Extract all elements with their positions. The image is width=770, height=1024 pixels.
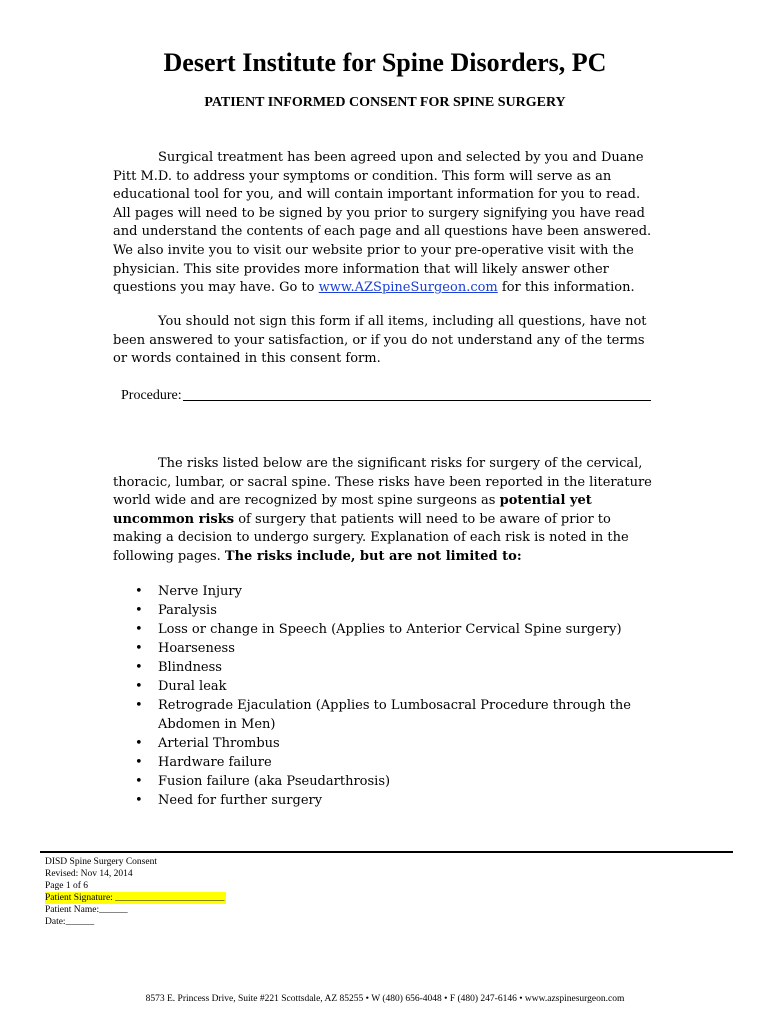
bullet-icon: • bbox=[135, 774, 143, 789]
risk-item-label: Hardware failure bbox=[158, 755, 272, 770]
date-field[interactable]: Date:______ bbox=[45, 917, 95, 927]
list-item bbox=[113, 639, 653, 658]
list-item bbox=[113, 753, 653, 772]
procedure-input-line[interactable] bbox=[183, 386, 651, 401]
bullet-icon: • bbox=[135, 793, 143, 808]
risk-item-label: Dural leak bbox=[158, 679, 227, 694]
revised-date: Revised: Nov 14, 2014 bbox=[45, 869, 133, 879]
bullet-icon: • bbox=[135, 641, 143, 656]
risk-item-label: Blindness bbox=[158, 660, 222, 675]
risk-item-label: Hoarseness bbox=[158, 641, 235, 656]
bullet-icon: • bbox=[135, 622, 143, 637]
list-item bbox=[113, 772, 653, 791]
footer-divider bbox=[40, 851, 733, 853]
risk-item-label: Need for further surgery bbox=[158, 793, 323, 808]
bullet-icon: • bbox=[135, 584, 143, 599]
list-item bbox=[113, 601, 653, 620]
risks-intro-cont: of surgery that patients will need to be aware of prior to making a decision to undergo surgery. Explanation of each risk is noted in the following pages. bbox=[113, 511, 629, 564]
risks-bold-closing: The risks include, but are not limited to: bbox=[224, 548, 522, 564]
risk-item-label: Paralysis bbox=[158, 603, 217, 618]
bullet-icon: • bbox=[135, 736, 143, 751]
list-item bbox=[113, 696, 653, 734]
risks-paragraph bbox=[113, 455, 653, 567]
list-item bbox=[113, 582, 653, 601]
risk-item-label: Loss or change in Speech (Applies to Anterior Cervical Spine surgery) bbox=[158, 622, 622, 637]
risk-list bbox=[113, 582, 653, 810]
list-item bbox=[113, 734, 653, 753]
patient-name-field[interactable]: Patient Name:______ bbox=[45, 905, 128, 915]
bullet-icon: • bbox=[135, 698, 143, 713]
bullet-icon: • bbox=[135, 755, 143, 770]
bullet-icon: • bbox=[135, 660, 143, 675]
procedure-field[interactable] bbox=[121, 386, 651, 404]
warning-paragraph: You should not sign this form if all items, including all questions, have not been answered to your satisfaction, or if you do not understand any of the terms or words contained in this consent form. bbox=[113, 314, 647, 367]
bullet-icon: • bbox=[135, 679, 143, 694]
list-item bbox=[113, 791, 653, 810]
organization-title: Desert Institute for Spine Disorders, PC bbox=[163, 48, 607, 77]
list-item bbox=[113, 677, 653, 696]
intro-text: Surgical treatment has been agreed upon and selected by you and Duane Pitt M.D. to address your symptoms or condition. This form will serve as an educational tool for you, and will contain important information for you to read. All pages will need to be signed by you prior to surgery signifying you have read and understand the contents of each page and all questions have been answered. We also invite you to visit our website prior to your pre-operative visit with the physician. This site provides more information that will likely answer other questions you may have. Go to bbox=[113, 150, 652, 296]
risk-item-label: Arterial Thrombus bbox=[158, 736, 280, 751]
bullet-icon: • bbox=[135, 603, 143, 618]
risk-item-label: Nerve Injury bbox=[158, 584, 242, 599]
footer-address: 8573 E. Princess Drive, Suite #221 Scottsdale, AZ 85255 • W (480) 656-4048 • F (480) 247-6146 • www.azspinesurgeon.com bbox=[145, 994, 625, 1004]
website-link[interactable]: www.AZSpineSurgeon.com bbox=[318, 280, 498, 296]
risks-intro: The risks listed below are the significant risks for surgery of the cervical, thoracic, lumbar, or sacral spine. These risks have been reported in the literature world wide and are recognized by most spine surgeons as bbox=[113, 456, 652, 509]
page-number: Page 1 of 6 bbox=[45, 881, 89, 891]
form-name: DISD Spine Surgery Consent bbox=[45, 857, 157, 867]
intro-text-end: for this information. bbox=[497, 280, 635, 296]
procedure-label: Procedure: bbox=[121, 388, 182, 403]
patient-signature-field[interactable]: Patient Signature: _______________________ bbox=[45, 893, 225, 903]
intro-paragraph bbox=[113, 149, 653, 298]
footer-meta bbox=[45, 856, 226, 928]
list-item bbox=[113, 658, 653, 677]
risk-item-label: Fusion failure (aka Pseudarthrosis) bbox=[158, 774, 391, 789]
form-title: PATIENT INFORMED CONSENT FOR SPINE SURGERY bbox=[204, 95, 566, 110]
risks-bold-phrase: potential yet uncommon risks bbox=[113, 493, 592, 527]
list-item bbox=[113, 620, 653, 639]
risk-item-label: Retrograde Ejaculation (Applies to Lumbosacral Procedure through the Abdomen in Men) bbox=[158, 698, 631, 732]
